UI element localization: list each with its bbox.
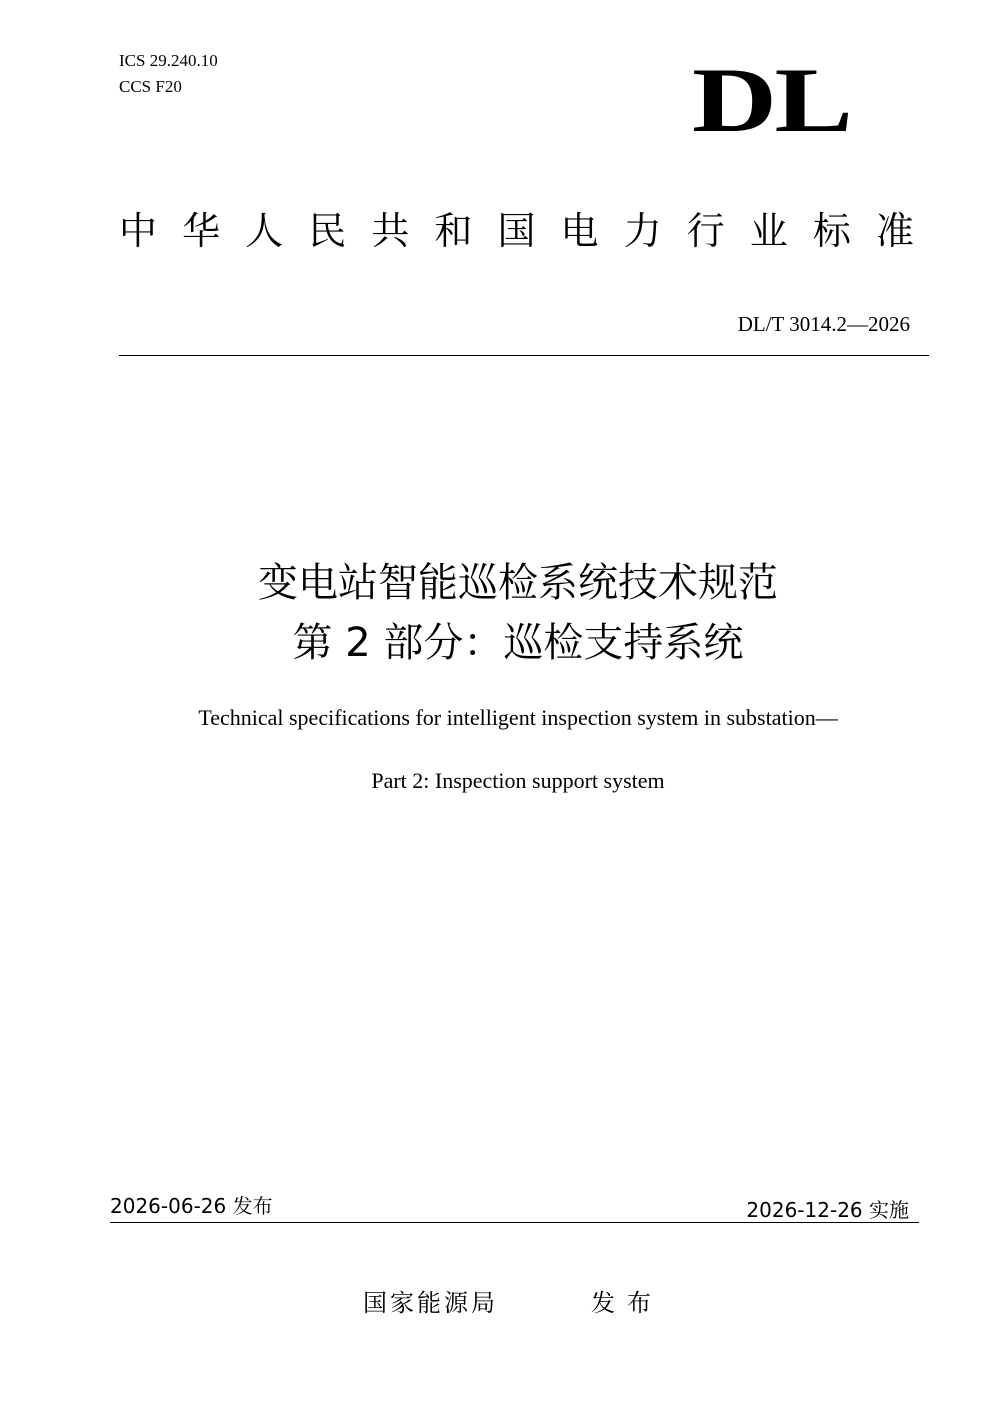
standard-name-char: 人 [245, 209, 284, 253]
top-divider [119, 355, 929, 356]
title-cn-line2: 第 2 部分：巡检支持系统 [292, 620, 744, 666]
standard-name-char: 华 [182, 209, 221, 253]
standard-name-char: 和 [434, 209, 473, 253]
standard-name-char: 行 [686, 209, 725, 253]
ics-code: ICS 29.240.10 [119, 51, 218, 70]
issue-date: 2026-06-26 发布 [110, 1194, 273, 1218]
standard-name-char: 准 [875, 209, 914, 253]
publish-label: 发布 [591, 1289, 663, 1317]
ccs-code: CCS F20 [119, 77, 182, 96]
standard-number: DL/T 3014.2—2026 [737, 312, 910, 336]
implementation-date: 2026-12-26 实施 [746, 1198, 909, 1222]
standard-name-char: 电 [560, 209, 599, 253]
issuing-authority: 国家能源局 [363, 1289, 498, 1317]
title-en-line2: Part 2: Inspection support system [371, 768, 665, 793]
standard-name-char: 中 [119, 209, 158, 253]
standard-name [119, 206, 914, 256]
title-en-line1: Technical specifications for intelligent inspection system in substation— [198, 705, 838, 730]
standard-name-char: 力 [623, 209, 662, 253]
standard-name-char: 共 [371, 209, 410, 253]
title-cn-line1: 变电站智能巡检系统技术规范 [258, 560, 778, 606]
dl-logo: DL [692, 49, 851, 151]
standard-name-char: 业 [749, 209, 788, 253]
standard-name-char: 民 [308, 209, 347, 253]
standard-name-char: 国 [497, 209, 536, 253]
bottom-divider [110, 1222, 919, 1223]
standard-name-char: 标 [812, 209, 851, 253]
